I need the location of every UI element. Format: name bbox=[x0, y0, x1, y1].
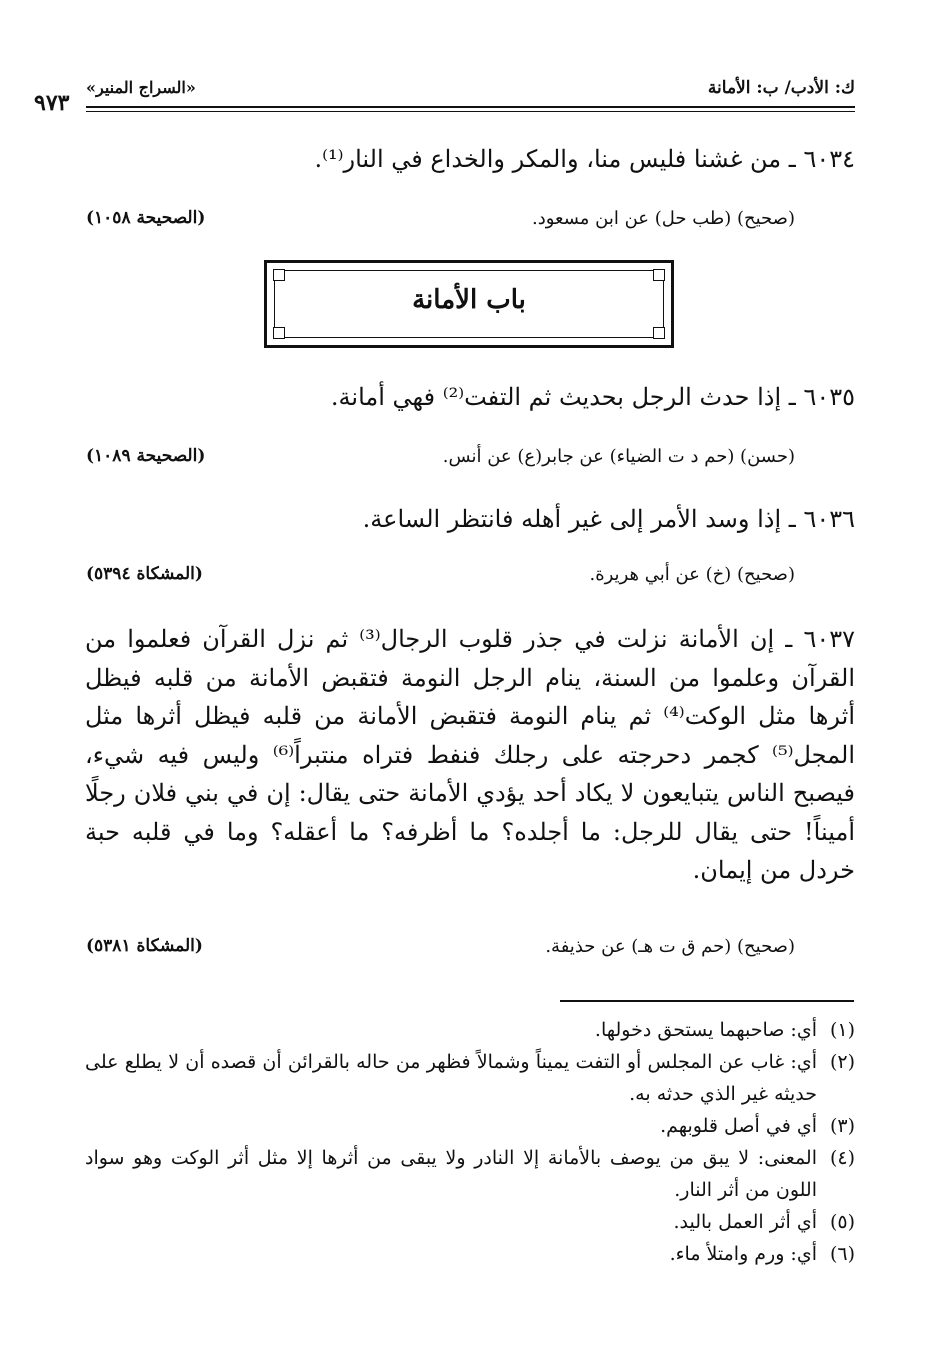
hadith-reference: (الصحيحة ١٠٥٨) bbox=[86, 208, 206, 228]
footnote-text: أي في أصل قلوبهم. bbox=[660, 1115, 817, 1137]
header-rule-thin bbox=[86, 111, 855, 112]
footnote-number: (٦) bbox=[829, 1243, 855, 1265]
footnote bbox=[85, 1046, 855, 1110]
chapter-heading-box bbox=[264, 260, 674, 348]
hadith-source: (حسن) (حم د ت الضياء) عن جابر(ع) عن أنس. bbox=[442, 446, 795, 467]
running-header-book: «السراج المنير» bbox=[86, 78, 196, 97]
hadith-reference: (الصحيحة ١٠٨٩) bbox=[86, 446, 206, 466]
frame-corner bbox=[273, 327, 285, 339]
hadith-source: (صحيح) (طب حل) عن ابن مسعود. bbox=[532, 208, 795, 229]
footnote-number: (١) bbox=[829, 1019, 855, 1041]
page-number: ٩٧٣ bbox=[34, 90, 70, 116]
hadith-text: ٦٠٣٧ ـ إن الأمانة نزلت في جذر قلوب الرجال⁽³⁾ ثم نزل القرآن فعلموا من القرآن وعلموا من السنة، ينام الرجل النومة فتقبض الأمانة من قلبه فيظل أثرها مثل الوكت⁽⁴⁾ ثم ينام النومة فتقبض الأمانة من قلبه فيظل أثرها مثل المجل⁽⁵⁾ كجمر دحرجته على رجلك فنفط فتراه منتبراً⁽⁶⁾ وليس فيه شيء، فيصبح الناس يتبايعون لا يكاد أحد يؤدي الأمانة حتى يقال: إن في بني فلان رجلًا أميناً! حتى يقال للرجل: ما أجلده؟ ما أظرفه؟ ما أعقله؟ وما في قلبه حبة خردل من إيمان. bbox=[85, 625, 856, 884]
hadith-text: ٦٠٣٥ ـ إذا حدث الرجل بحديث ثم التفت⁽²⁾ فهي أمانة. bbox=[330, 383, 855, 411]
footnote bbox=[85, 1142, 855, 1206]
hadith-reference: (المشكاة ٥٣٩٤) bbox=[86, 564, 203, 584]
frame-corner bbox=[653, 269, 665, 281]
frame-corner bbox=[273, 269, 285, 281]
footnote bbox=[85, 1014, 855, 1046]
footnote-number: (٥) bbox=[829, 1211, 855, 1233]
chapter-title: باب الأمانة bbox=[412, 285, 526, 315]
frame-corner bbox=[653, 327, 665, 339]
hadith-source: (صحيح) (حم ق ت هـ) عن حذيفة. bbox=[545, 936, 795, 957]
hadith-reference: (المشكاة ٥٣٨١) bbox=[86, 936, 203, 956]
footnote-text: أي: ورم وامتلأ ماء. bbox=[669, 1243, 817, 1265]
hadith-source: (صحيح) (خ) عن أبي هريرة. bbox=[589, 564, 795, 585]
footnote-text: المعنى: لا يبق من يوصف بالأمانة إلا النادر ولا يبقى من أثرها إلا مثل أثر الوكت وهو سواد اللون من أثر النار. bbox=[85, 1147, 817, 1201]
footnote bbox=[85, 1238, 855, 1270]
footnote-text: أي أثر العمل باليد. bbox=[673, 1211, 817, 1233]
hadith-text: ٦٠٣٦ ـ إذا وسد الأمر إلى غير أهله فانتظر الساعة. bbox=[362, 505, 855, 533]
footnotes bbox=[85, 1014, 855, 1270]
footnote bbox=[85, 1110, 855, 1142]
footnote-number: (٣) bbox=[829, 1115, 855, 1137]
footnote-number: (٤) bbox=[829, 1147, 855, 1169]
hadith-text: ٦٠٣٤ ـ من غشنا فليس منا، والمكر والخداع في النار⁽¹⁾. bbox=[314, 145, 855, 173]
footnote-text: أي: صاحبهما يستحق دخولها. bbox=[594, 1019, 817, 1041]
header-rule bbox=[86, 106, 855, 108]
footnote-separator bbox=[560, 1000, 854, 1002]
running-header-chapter: ك: الأدب/ ب: الأمانة bbox=[707, 78, 855, 98]
footnote bbox=[85, 1206, 855, 1238]
footnote-text: أي: غاب عن المجلس أو التفت يميناً وشمالاً فظهر من حاله بالقرائن أن قصده أن لا يطلع على حديثه غير الذي حدثه به. bbox=[85, 1051, 817, 1105]
footnote-number: (٢) bbox=[829, 1051, 855, 1073]
